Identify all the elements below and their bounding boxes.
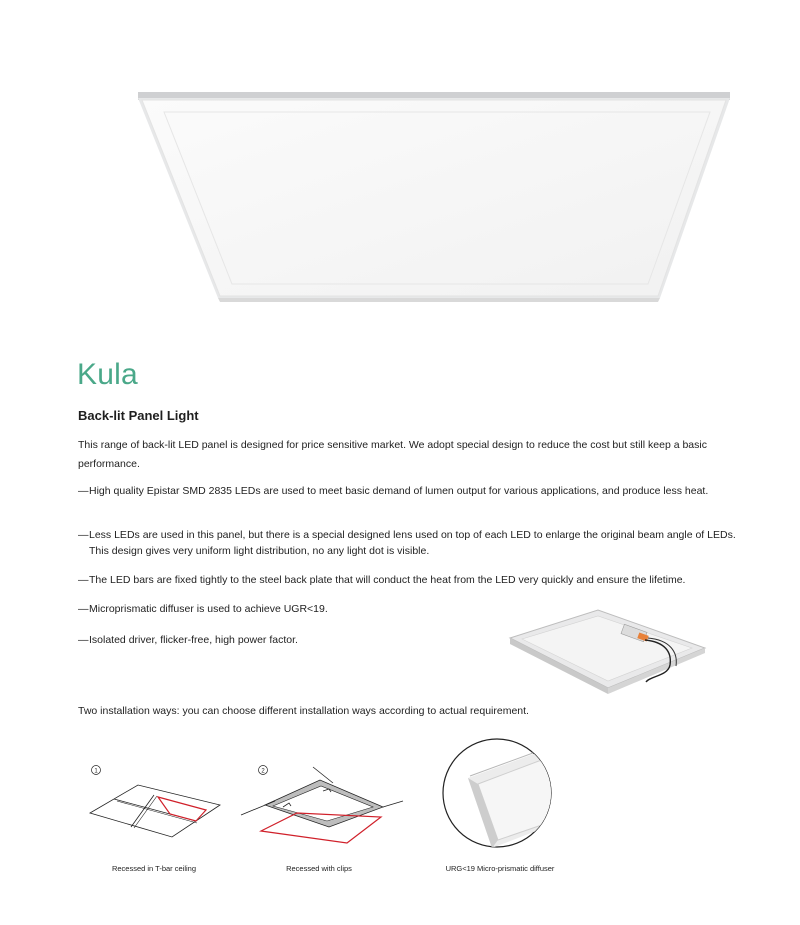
svg-text:1: 1 [94, 768, 98, 775]
diagram-caption: URG<19 Micro-prismatic diffuser [445, 864, 555, 873]
feature-bullet: — [78, 634, 89, 646]
panel-light-image [120, 70, 760, 320]
product-intro: This range of back-lit LED panel is designed for price sensitive market. We adopt special design to reduce the cost but still keep a basic performance. [78, 439, 707, 470]
feature-text: Isolated driver, flicker-free, high power factor. [89, 634, 298, 646]
feature-text: High quality Epistar SMD 2835 LEDs are used to meet basic demand of lumen output for various applications, and produce less heat. [89, 485, 709, 497]
feature-bullet: — [78, 485, 89, 497]
feature-item [78, 573, 739, 589]
panel-back-photo [500, 590, 715, 705]
installation-text: Two installation ways: you can choose different installation ways according to actual requirement. [78, 705, 529, 717]
product-subtitle: Back-lit Panel Light [78, 408, 199, 423]
tbar-ceiling-diagram [80, 755, 255, 860]
diffuser-detail-diagram [440, 738, 560, 858]
feature-text: The LED bars are fixed tightly to the steel back plate that will conduct the heat from the LED very quickly and ensure the lifetime. [89, 574, 686, 586]
clips-diagram [235, 755, 410, 860]
diagram-caption: Recessed with clips [286, 864, 352, 873]
feature-bullet: — [78, 603, 89, 615]
feature-bullet: — [78, 574, 89, 586]
feature-text: Microprismatic diffuser is used to achieve UGR<19. [89, 603, 328, 615]
diagram-caption: Recessed in T-bar ceiling [111, 864, 197, 873]
feature-item [78, 528, 739, 559]
feature-bullet: — [78, 529, 89, 541]
svg-text:2: 2 [261, 768, 265, 775]
feature-item [78, 484, 739, 500]
feature-text: Less LEDs are used in this panel, but there is a special designed lens used on top of each LED to enlarge the original beam angle of LEDs. This design gives very uniform light distribution, no any light dot is visible. [89, 529, 736, 557]
product-title: Kula [77, 358, 138, 391]
